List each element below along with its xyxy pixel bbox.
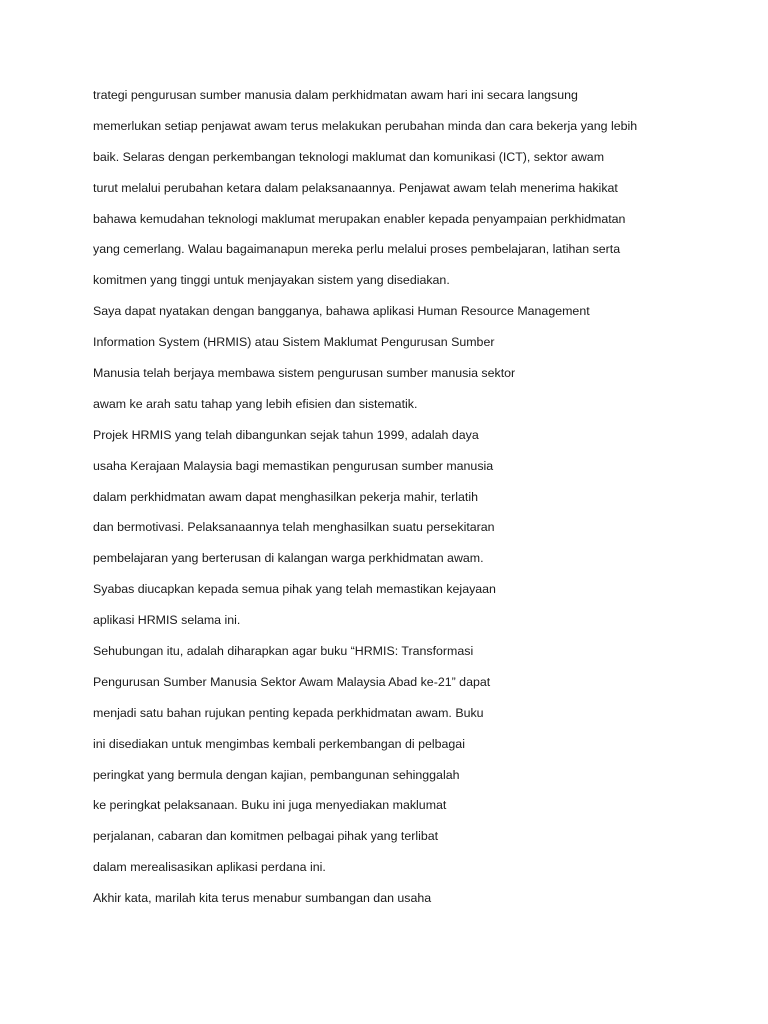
- text-line: Saya dapat nyatakan dengan bangganya, bahawa aplikasi Human Resource Management: [93, 304, 590, 319]
- text-line: peringkat yang bermula dengan kajian, pembangunan sehinggalah: [93, 767, 460, 782]
- text-line: Pengurusan Sumber Manusia Sektor Awam Malaysia Abad ke-21” dapat: [93, 674, 491, 689]
- text-line: dan bermotivasi. Pelaksanaannya telah menghasilkan suatu persekitaran: [93, 520, 495, 535]
- text-line: bahawa kemudahan teknologi maklumat merupakan enabler kepada penyampaian perkhidmatan: [93, 211, 626, 226]
- text-line: memerlukan setiap penjawat awam terus melakukan perubahan minda dan cara bekerja yang lebih: [93, 118, 638, 133]
- text-line: usaha Kerajaan Malaysia bagi memastikan pengurusan sumber manusia: [93, 458, 494, 473]
- text-line: Sehubungan itu, adalah diharapkan agar buku “HRMIS: Transformasi: [93, 644, 474, 659]
- text-line: baik. Selaras dengan perkembangan teknologi maklumat dan komunikasi (ICT), sektor awam: [93, 149, 605, 164]
- text-line: Syabas diucapkan kepada semua pihak yang telah memastikan kejayaan: [93, 582, 496, 597]
- text-line: Information System (HRMIS) atau Sistem Maklumat Pengurusan Sumber: [93, 335, 495, 350]
- text-line: awam ke arah satu tahap yang lebih efisien dan sistematik.: [93, 396, 418, 411]
- text-line: Akhir kata, marilah kita terus menabur sumbangan dan usaha: [93, 891, 432, 906]
- text-line: dalam merealisasikan aplikasi perdana ini.: [93, 860, 326, 875]
- text-line: Manusia telah berjaya membawa sistem pengurusan sumber manusia sektor: [93, 366, 516, 381]
- document-body: [93, 84, 733, 918]
- text-line: dalam perkhidmatan awam dapat menghasilkan pekerja mahir, terlatih: [93, 489, 479, 504]
- text-line: aplikasi HRMIS selama ini.: [93, 613, 241, 628]
- text-line: menjadi satu bahan rujukan penting kepada perkhidmatan awam. Buku: [93, 705, 484, 720]
- text-line: ini disediakan untuk mengimbas kembali perkembangan di pelbagai: [93, 736, 465, 751]
- text-line: ke peringkat pelaksanaan. Buku ini juga menyediakan maklumat: [93, 798, 447, 813]
- text-line: trategi pengurusan sumber manusia dalam perkhidmatan awam hari ini secara langsung: [93, 88, 578, 102]
- text-line: pembelajaran yang berterusan di kalangan warga perkhidmatan awam.: [93, 551, 484, 566]
- text-line: Projek HRMIS yang telah dibangunkan sejak tahun 1999, adalah daya: [93, 427, 479, 442]
- text-line: komitmen yang tinggi untuk menjayakan sistem yang disediakan.: [93, 273, 450, 288]
- text-line: perjalanan, cabaran dan komitmen pelbagai pihak yang terlibat: [93, 829, 439, 844]
- text-line: turut melalui perubahan ketara dalam pelaksanaannya. Penjawat awam telah menerima hakikat: [93, 180, 618, 195]
- text-line: yang cemerlang. Walau bagaimanapun mereka perlu melalui proses pembelajaran, latihan serta: [93, 242, 621, 257]
